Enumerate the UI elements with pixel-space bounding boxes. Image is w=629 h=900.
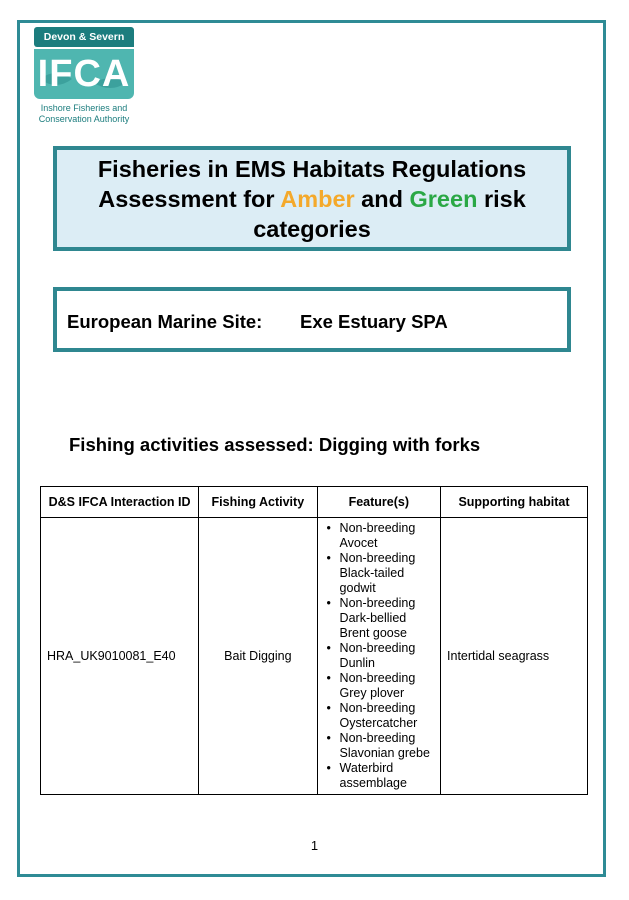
list-item: • Non-breeding Oystercatcher xyxy=(340,701,434,731)
list-item: • Non-breeding Dark-bellied Brent goose xyxy=(340,596,434,641)
page-number: 1 xyxy=(310,838,319,853)
logo-subtitle-line1: Inshore Fisheries and xyxy=(40,103,128,113)
list-item: • Waterbird assemblage xyxy=(340,761,434,791)
cell-activity: Bait Digging xyxy=(199,518,317,795)
logo-subtitle-line2: Conservation Authority xyxy=(38,114,130,124)
site-value: Exe Estuary SPA xyxy=(300,311,448,332)
header-interaction-id: D&S IFCA Interaction ID xyxy=(41,487,199,518)
logo-subtitle xyxy=(32,103,136,125)
list-item: • Non-breeding Slavonian grebe xyxy=(340,731,434,761)
table-header-row xyxy=(41,487,588,518)
title-part2: and xyxy=(354,185,410,212)
site-label: European Marine Site: xyxy=(67,311,263,332)
features-list xyxy=(324,521,434,791)
site-box xyxy=(53,287,571,352)
header-supporting-habitat: Supporting habitat xyxy=(441,487,588,518)
header-fishing-activity: Fishing Activity xyxy=(199,487,317,518)
ifca-logo xyxy=(34,27,134,129)
header-features: Feature(s) xyxy=(317,487,440,518)
title-part1: Fisheries in EMS Habitats Regulations Assessment for xyxy=(97,155,527,212)
title-part3: risk categories xyxy=(253,185,526,242)
activities-heading: Fishing activities assessed: Digging with forks xyxy=(69,434,481,455)
logo-letters: IFCA xyxy=(37,53,131,95)
cell-habitat: Intertidal seagrass xyxy=(441,518,588,795)
document-title xyxy=(62,154,562,244)
list-item: • Non-breeding Black-tailed godwit xyxy=(340,551,434,596)
cell-interaction-id: HRA_UK9010081_E40 xyxy=(41,518,199,795)
list-item: • Non-breeding Avocet xyxy=(340,521,434,551)
logo-banner: Devon & Severn xyxy=(34,27,134,47)
title-box xyxy=(53,146,571,251)
title-amber: Amber xyxy=(280,185,355,212)
list-item: • Non-breeding Grey plover xyxy=(340,671,434,701)
cell-features xyxy=(317,518,440,795)
title-green: Green xyxy=(409,185,478,212)
assessment-table xyxy=(40,486,588,795)
table-row xyxy=(41,518,588,795)
list-item: • Non-breeding Dunlin xyxy=(340,641,434,671)
